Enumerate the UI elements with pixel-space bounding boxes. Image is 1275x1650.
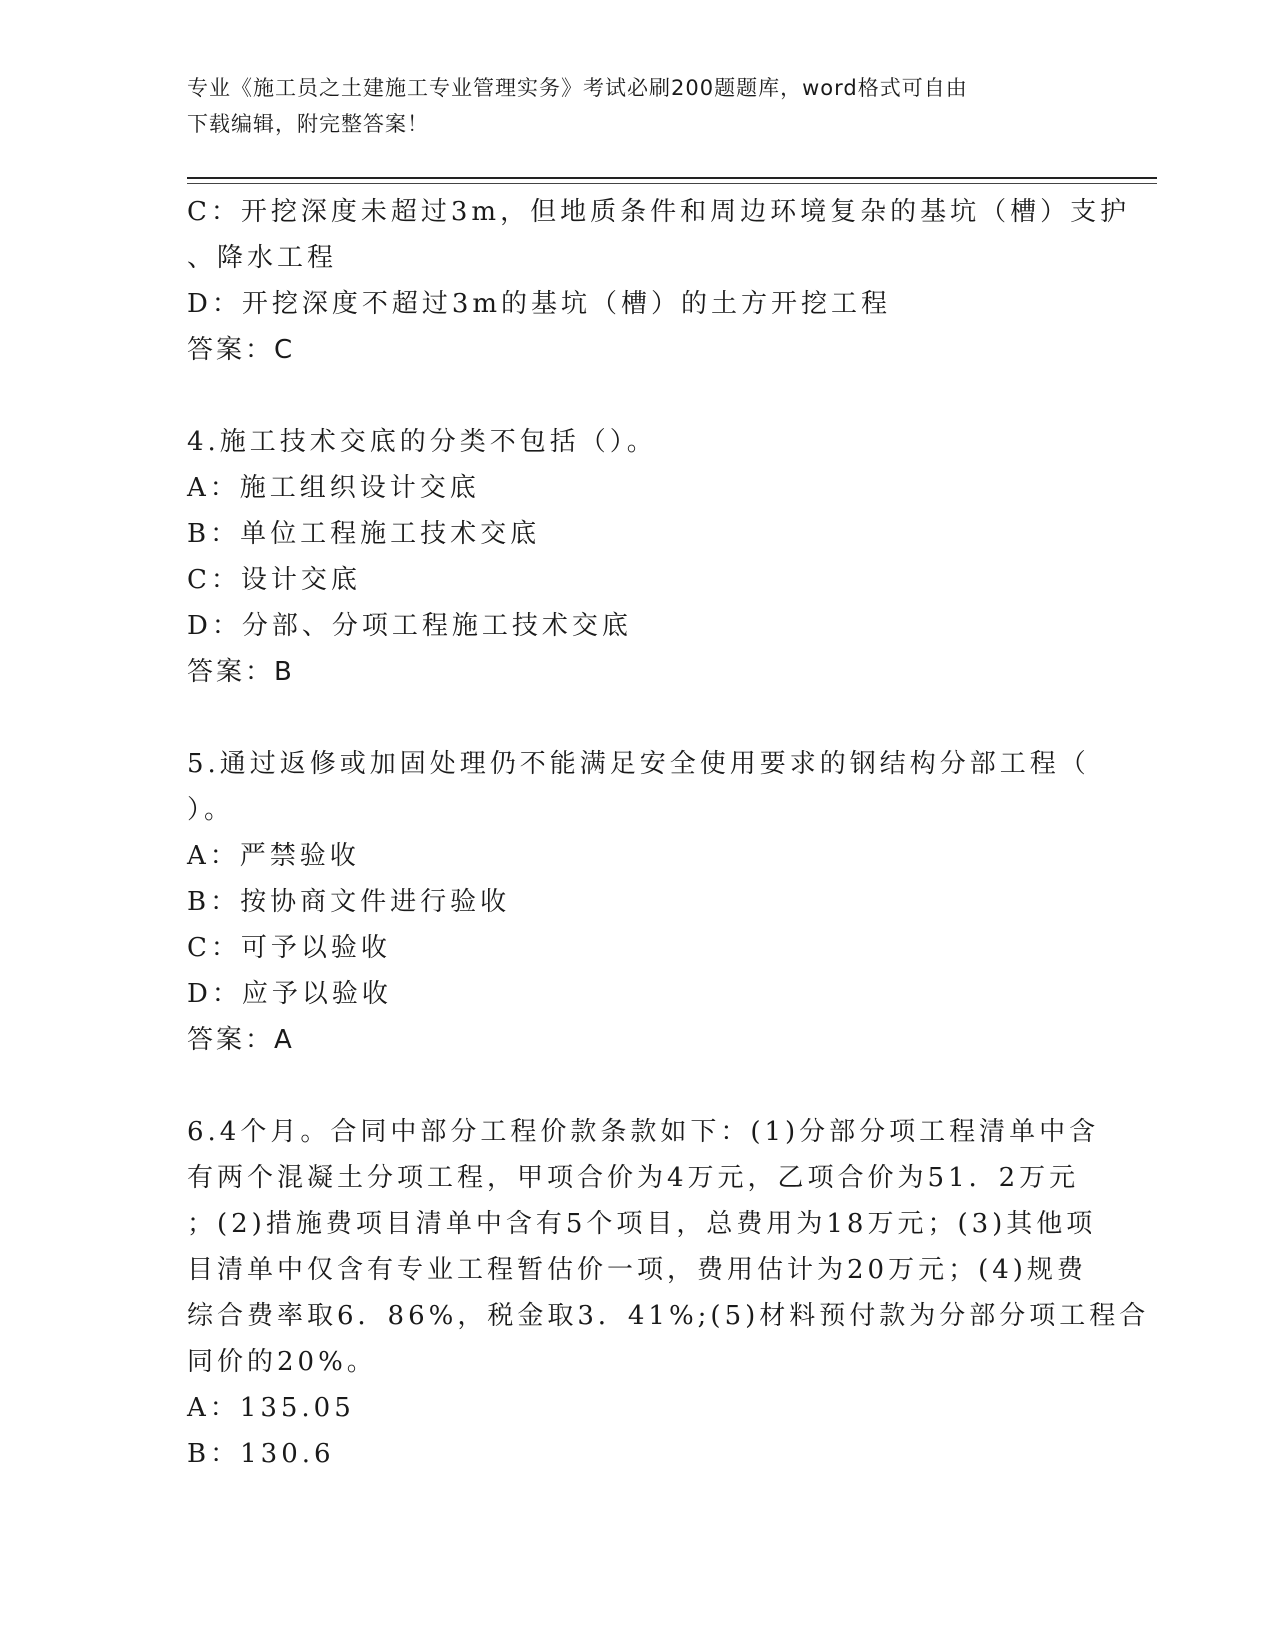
spacer [187, 695, 1087, 741]
q4-option-b: B：单位工程施工技术交底 [187, 519, 541, 549]
q6-question-line-1: 6.4个月。合同中部分工程价款条款如下：(1)分部分项工程清单中含 [187, 1117, 1100, 1147]
header-line-2: 下载编辑，附完整答案！ [187, 112, 429, 136]
q5-question-line-2: ）。 [187, 795, 235, 825]
header-divider-thick [187, 177, 1157, 179]
q6-question-line-2: 有两个混凝土分项工程，甲项合价为4万元，乙项合价为51．2万元 [187, 1163, 1080, 1193]
spacer [187, 1063, 1087, 1109]
q4-answer: 答案：B [187, 657, 295, 687]
header-line-1: 专业《施工员之土建施工专业管理实务》考试必刷200题题库，word格式可自由 [187, 76, 968, 100]
q6-question-line-5: 综合费率取6．86%，税金取3．41%;(5)材料预付款为分部分项工程合 [187, 1301, 1150, 1331]
q6-option-a: A：135.05 [187, 1393, 355, 1423]
question-6-block [187, 1109, 1150, 1477]
q3-option-c-line-1: C：开挖深度未超过3m，但地质条件和周边环境复杂的基坑（槽）支护 [187, 197, 1131, 227]
q5-option-b: B：按协商文件进行验收 [187, 887, 511, 917]
q6-question-line-3: ；(2)措施费项目清单中含有5个项目，总费用为18万元；(3)其他项 [187, 1209, 1097, 1239]
q4-option-d: D：分部、分项工程施工技术交底 [187, 611, 632, 641]
q5-option-d: D：应予以验收 [187, 979, 392, 1009]
q6-question-line-4: 目清单中仅含有专业工程暂估价一项，费用估计为20万元；(4)规费 [187, 1255, 1087, 1285]
q3-answer: 答案：C [187, 335, 296, 365]
q5-option-c: C：可予以验收 [187, 933, 391, 963]
q6-option-b: B：130.6 [187, 1439, 335, 1469]
q3-option-c-line-2: 、降水工程 [187, 243, 338, 273]
q4-option-c: C：设计交底 [187, 565, 361, 595]
question-3-block [187, 189, 1131, 373]
question-5-block [187, 741, 1090, 1063]
document-body [187, 189, 1150, 1477]
q4-option-a: A：施工组织设计交底 [187, 473, 480, 503]
spacer [187, 373, 1087, 419]
q6-question-line-6: 同价的20%。 [187, 1347, 377, 1377]
question-4-block [187, 419, 1087, 695]
q3-option-d: D：开挖深度不超过3m的基坑（槽）的土方开挖工程 [187, 289, 892, 319]
q4-question: 4.施工技术交底的分类不包括（）。 [187, 427, 657, 457]
q5-answer: 答案：A [187, 1025, 295, 1055]
document-header [187, 70, 1087, 142]
header-divider-thin [187, 183, 1157, 184]
q5-option-a: A：严禁验收 [187, 841, 360, 871]
q5-question-line-1: 5.通过返修或加固处理仍不能满足安全使用要求的钢结构分部工程（ [187, 749, 1090, 779]
